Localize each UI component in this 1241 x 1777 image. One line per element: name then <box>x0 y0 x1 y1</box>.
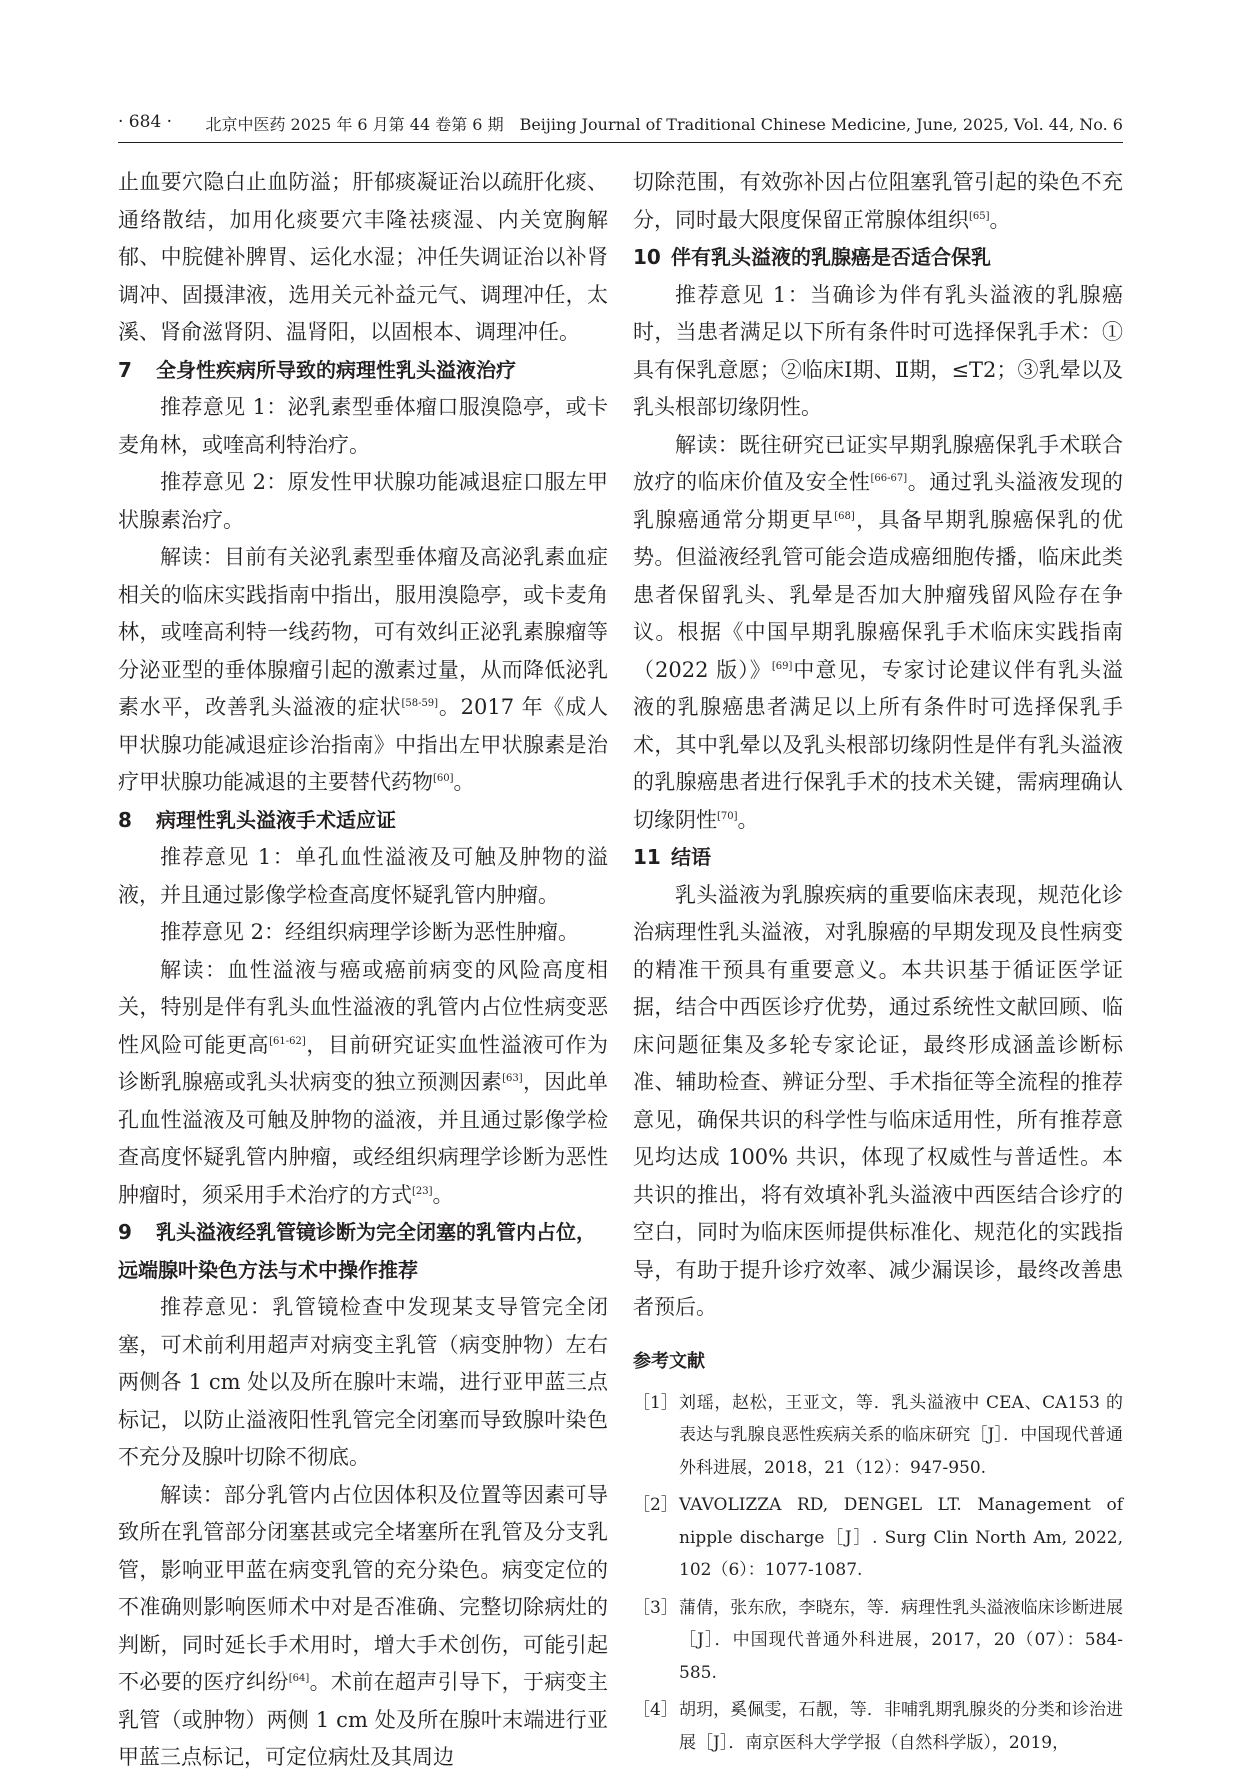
reference-text: 刘瑶，赵松，王亚文，等．乳头溢液中 CEA、CA153 的表达与乳腺良恶性疾病关系的临床研究［J］．中国现代普通外科进展，2018，21（12）：947-950. <box>679 1392 1123 1478</box>
interpretation-paragraph <box>118 1477 608 1777</box>
text-run: 。术前在超声引导下，于病变主乳管（或肿物）两侧 1 cm 处及所在腺叶末端进行亚甲蓝三点标记，可定位病灶及其周边 <box>118 1670 609 1769</box>
recommendation-paragraph: 推荐意见 1：单孔血性溢液及可触及肿物的溢液，并且通过影像学检查高度怀疑乳管内肿瘤。 <box>118 845 608 907</box>
reference-number: ［2］ <box>633 1495 678 1515</box>
section-8-heading <box>118 802 608 840</box>
section-number: 9 <box>118 1220 132 1244</box>
section-10-heading <box>633 239 1123 277</box>
reference-number: ［3］ <box>633 1597 678 1618</box>
citation-70: [70] <box>717 810 738 822</box>
citation-66-67: [66-67] <box>870 473 908 484</box>
reference-number: ［1］ <box>633 1392 678 1413</box>
text-run: 解读：血性溢液与癌或癌前病变的风险高度相关，特别是伴有乳头血性溢液的乳管内占位性病变恶性风险可能更高 <box>118 957 608 1057</box>
text-run: 解读：既往研究已证实早期乳腺癌保乳手术联合放疗的临床价值及安全性 <box>633 432 1123 494</box>
text-run: 。2017 年《成人甲状腺功能减退症诊治指南》中指出左甲状腺素是治疗甲状腺功能减退的主要替代药物 <box>118 695 609 794</box>
recommendation-paragraph: 推荐意见 1：泌乳素型垂体瘤口服溴隐亭，或卡麦角林，或喹高利特治疗。 <box>118 395 608 457</box>
citation-69: [69] <box>771 660 793 672</box>
section-number: 11 <box>633 845 661 869</box>
reference-number: ［4］ <box>633 1700 678 1720</box>
section-9-heading <box>118 1214 608 1289</box>
citation-60: [60] <box>433 773 454 784</box>
page-number: · 684 · <box>118 112 173 132</box>
section-number: 10 <box>633 245 661 269</box>
recommendation-paragraph: 推荐意见 1：当确诊为伴有乳头溢液的乳腺癌时，当患者满足以下所有条件时可选择保乳手术：①具有保乳意愿；②临床Ⅰ期、Ⅱ期，≤T2；③乳晕以及乳头根部切缘阴性。 <box>633 282 1123 419</box>
citation-58-59: [58-59] <box>401 698 439 709</box>
recommendation-paragraph: 推荐意见：乳管镜检查中发现某支导管完全闭塞，可术前利用超声对病变主乳管（病变肿物）左右两侧各 1 cm 处以及所在腺叶末端，进行亚甲蓝三点标记，以防止溢液阳性乳管完全闭塞而导致腺叶染色不充分及腺叶切除不彻底。 <box>118 1295 608 1469</box>
running-header <box>118 112 1123 142</box>
reference-text: 蒲倩，张东欣，李晓东，等．病理性乳头溢液临床诊断进展［J］．中国现代普通外科进展，2017，20（07）：584-585. <box>679 1597 1123 1683</box>
citation-65: [65] <box>969 210 990 222</box>
text-run: 。 <box>737 807 759 832</box>
paragraph-tcm-syndromes: 止血要穴隐白止血防溢；肝郁痰凝证治以疏肝化痰、通络散结，加用化痰要穴丰隆祛痰湿、内关宽胸解郁、中脘健补脾胃、运化水湿；冲任失调证治以补肾调冲、固摄津液，选用关元补益元气、调理冲任，太溪、肾俞滋肾阴、温肾阳，以固根本、调理冲任。 <box>118 170 608 344</box>
reference-text: 胡玥，奚佩雯，石靓，等．非哺乳期乳腺炎的分类和诊治进展［J］．南京医科大学学报（自然科学版），2019， <box>679 1700 1123 1753</box>
section-title: 伴有乳头溢液的乳腺癌是否适合保乳 <box>671 245 991 269</box>
citation-68: [68] <box>834 510 855 522</box>
reference-item <box>633 1387 1123 1485</box>
citation-23: [23] <box>412 1185 433 1197</box>
text-run: ，因此单孔血性溢液及可触及肿物的溢液，并且通过影像学检查高度怀疑乳管内肿瘤，或经组织病理学诊断为恶性肿瘤时，须采用手术治疗的方式 <box>118 1070 608 1207</box>
references-heading: 参考文献 <box>633 1350 705 1372</box>
section-7-heading <box>118 352 608 390</box>
text-run: 中意见，专家讨论建议伴有乳头溢液的乳腺癌患者满足以上所有条件时可选择保乳手术，其中乳晕以及乳头根部切缘阴性是伴有乳头溢液的乳腺癌患者进行保乳手术的技术关键，需病理确认切缘阴性 <box>633 657 1124 832</box>
section-title: 乳头溢液经乳管镜诊断为完全闭塞的乳管内占位，远端腺叶染色方法与术中操作推荐 <box>118 1220 596 1282</box>
left-column <box>118 164 608 1777</box>
header-rule <box>118 142 1123 143</box>
interpretation-paragraph <box>118 952 608 1215</box>
text-run: 。通过乳头溢液发现的乳腺癌通常分期更早 <box>633 470 1124 532</box>
text-run: ，具备早期乳腺癌保乳的优势。但溢液经乳管可能会造成癌细胞传播，临床此类患者保留乳头、乳晕是否加大肿瘤残留风险存在争议。根据《中国早期乳腺癌保乳手术临床实践指南（2022 版）》 <box>633 507 1124 682</box>
text-run: 解读：目前有关泌乳素型垂体瘤及高泌乳素血症相关的临床实践指南中指出，服用溴隐亭，或卡麦角林，或喹高利特一线药物，可有效纠正泌乳素腺瘤等分泌亚型的垂体腺瘤引起的激素过量，从而降低泌乳素水平，改善乳头溢液的症状 <box>118 545 608 719</box>
right-column <box>633 164 1123 1764</box>
text-run: 。 <box>989 207 1011 232</box>
reference-text: VAVOLIZZA RD, DENGEL LT. Management of nipple discharge［J］. Surg Clin North Am, 2022, 102（6）：1077-1087. <box>679 1495 1123 1580</box>
recommendation-paragraph: 推荐意见 2：经组织病理学诊断为恶性肿瘤。 <box>160 920 580 944</box>
section-number: 8 <box>118 807 132 832</box>
section-number: 7 <box>118 357 132 382</box>
section-title: 全身性疾病所导致的病理性乳头溢液治疗 <box>156 357 516 382</box>
continued-paragraph <box>633 164 1123 239</box>
section-title: 结语 <box>671 845 711 869</box>
conclusion-paragraph: 乳头溢液为乳腺疾病的重要临床表现，规范化诊治病理性乳头溢液，对乳腺癌的早期发现及良性病变的精准干预具有重要意义。本共识基于循证医学证据，结合中西医诊疗优势，通过系统性文献回顾、临床问题征集及多轮专家论证，最终形成涵盖诊断标准、辅助检查、辨证分型、手术指征等全流程的推荐意见，确保共识的科学性与临床适用性，所有推荐意见均达成 100% 共识，体现了权威性与普适性。本共识的推出，将有效填补乳头溢液中西医结合诊疗的空白，同时为临床医师提供标准化、规范化的实践指导，有助于提升诊疗效率、减少漏误诊，最终改善患者预后。 <box>633 882 1123 1319</box>
citation-63: [63] <box>502 1073 523 1084</box>
reference-list <box>633 1387 1123 1760</box>
text-run: 切除范围，有效弥补因占位阻塞乳管引起的染色不充分，同时最大限度保留正常腺体组织 <box>633 170 1123 232</box>
section-title: 病理性乳头溢液手术适应证 <box>156 807 396 832</box>
reference-item <box>633 1694 1123 1759</box>
citation-61-62: [61-62] <box>269 1035 306 1047</box>
section-11-heading <box>633 839 1123 877</box>
recommendation-paragraph: 推荐意见 2：原发性甲状腺功能减退症口服左甲状腺素治疗。 <box>118 470 608 532</box>
text-run: ，目前研究证实血性溢液可作为诊断乳腺癌或乳头状病变的独立预测因素 <box>118 1032 609 1094</box>
text-run: 解读：部分乳管内占位因体积及位置等因素可导致所在乳管部分闭塞甚或完全堵塞所在乳管及分支乳管，影响亚甲蓝在病变乳管的充分染色。病变定位的不准确则影响医师术中对是否准确、完整切除病灶的判断，同时延长手术用时，增大手术创伤，可能引起不必要的医疗纠纷 <box>118 1482 608 1694</box>
citation-64: [64] <box>288 1673 310 1684</box>
journal-title: 北京中医药 2025 年 6 月第 44 卷第 6 期 Beijing Journal of Traditional Chinese Medicine, June, 2025, Vol. 44, No. 6 <box>205 115 1123 134</box>
interpretation-paragraph <box>633 427 1123 840</box>
reference-item <box>633 1489 1123 1587</box>
text-run: 。 <box>453 770 475 794</box>
text-run: 。 <box>432 1182 454 1207</box>
interpretation-paragraph <box>118 539 608 802</box>
reference-item <box>633 1592 1123 1690</box>
